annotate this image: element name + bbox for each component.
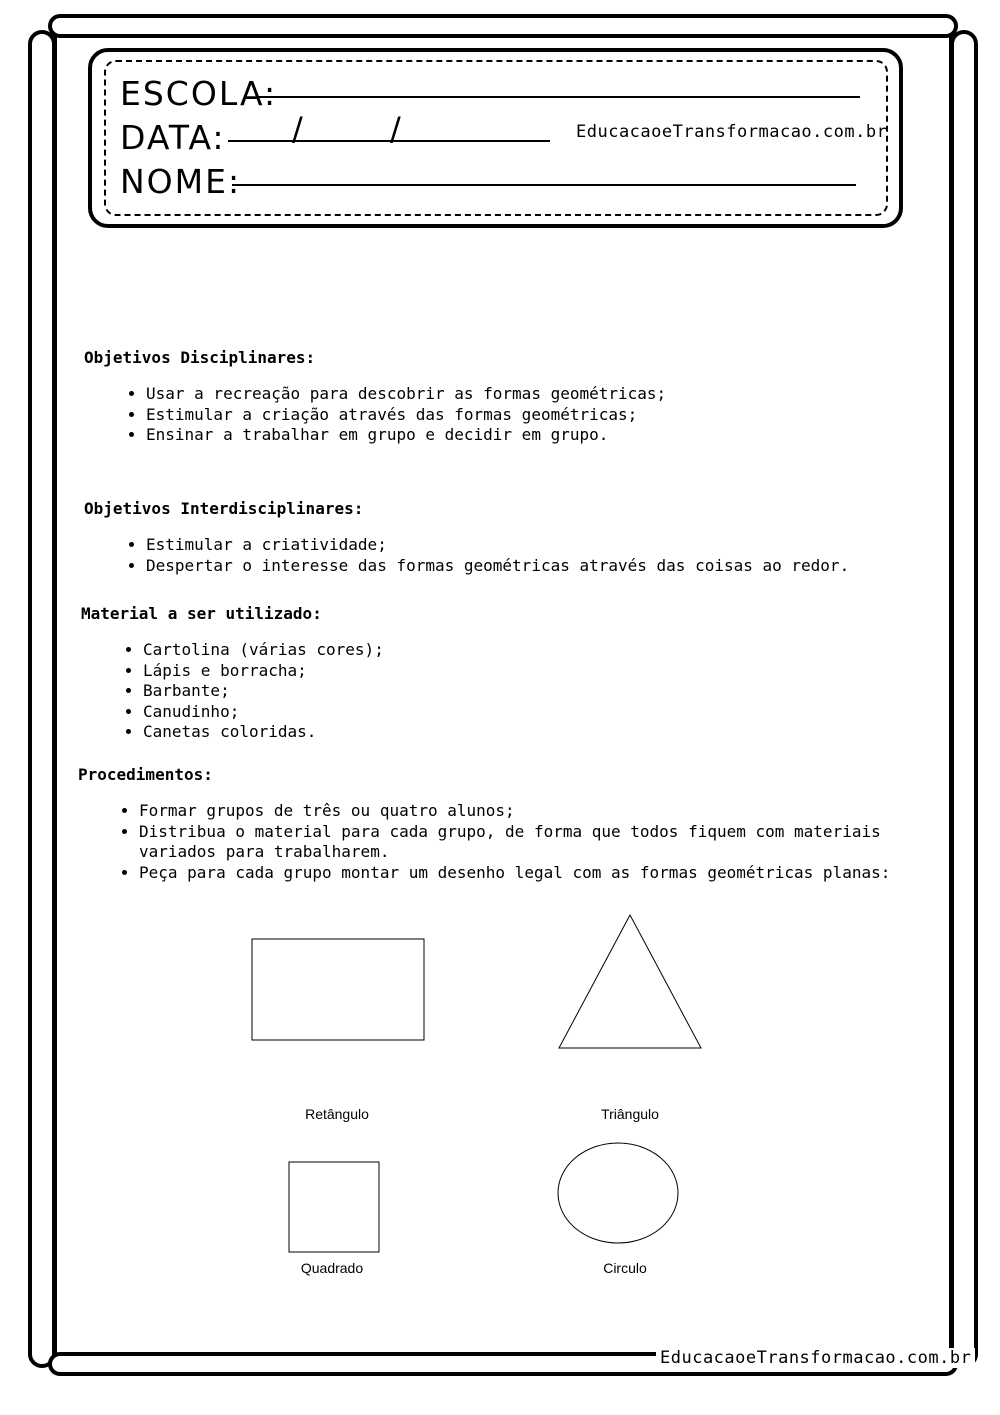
date-separator-2: / xyxy=(390,110,401,148)
nome-label: NOME: xyxy=(120,162,242,201)
list-item: • Peça para cada grupo montar um desenho legal com as formas geométricas planas: xyxy=(139,863,949,884)
list-item: • Despertar o interesse das formas geométricas através das coisas ao redor. xyxy=(146,556,926,577)
label-retangulo: Retângulo xyxy=(305,1106,369,1122)
section-title-procedimentos: Procedimentos: xyxy=(78,765,213,784)
label-circulo: Circulo xyxy=(603,1260,647,1276)
list-item: • Barbante; xyxy=(143,681,923,702)
list-item: • Formar grupos de três ou quatro alunos; xyxy=(139,801,949,822)
circle-shape xyxy=(558,1143,678,1243)
list-item: • Cartolina (várias cores); xyxy=(143,640,923,661)
data-label: DATA: xyxy=(120,118,226,157)
escola-label: ESCOLA: xyxy=(120,74,278,113)
section-title-material: Material a ser utilizado: xyxy=(81,604,322,623)
date-separator-1: / xyxy=(292,110,303,148)
rectangle-shape xyxy=(252,939,424,1040)
list-item: • Ensinar a trabalhar em grupo e decidir em grupo. xyxy=(146,425,926,446)
list-item: • Lápis e borracha; xyxy=(143,661,923,682)
header-site-text: EducacaoeTransformacao.com.br xyxy=(576,122,888,142)
section-title-interdisciplinares: Objetivos Interdisciplinares: xyxy=(84,499,364,518)
list-item: • Usar a recreação para descobrir as formas geométricas; xyxy=(146,384,926,405)
list-item: • Canetas coloridas. xyxy=(143,722,923,743)
label-quadrado: Quadrado xyxy=(300,1260,364,1276)
triangle-shape xyxy=(559,915,701,1048)
footer-site-text: EducacaoeTransformacao.com.br xyxy=(656,1348,975,1368)
list-item: • Estimular a criatividade; xyxy=(146,535,926,556)
list-item: • Estimular a criação através das formas geométricas; xyxy=(146,405,926,426)
square-shape xyxy=(289,1162,379,1252)
list-item: • Distribua o material para cada grupo, de forma que todos fiquem com materiais variados para trabalharem. xyxy=(139,822,949,863)
label-triangulo: Triângulo xyxy=(601,1106,659,1122)
section-title-disciplinares: Objetivos Disciplinares: xyxy=(84,348,316,367)
list-item: • Canudinho; xyxy=(143,702,923,723)
